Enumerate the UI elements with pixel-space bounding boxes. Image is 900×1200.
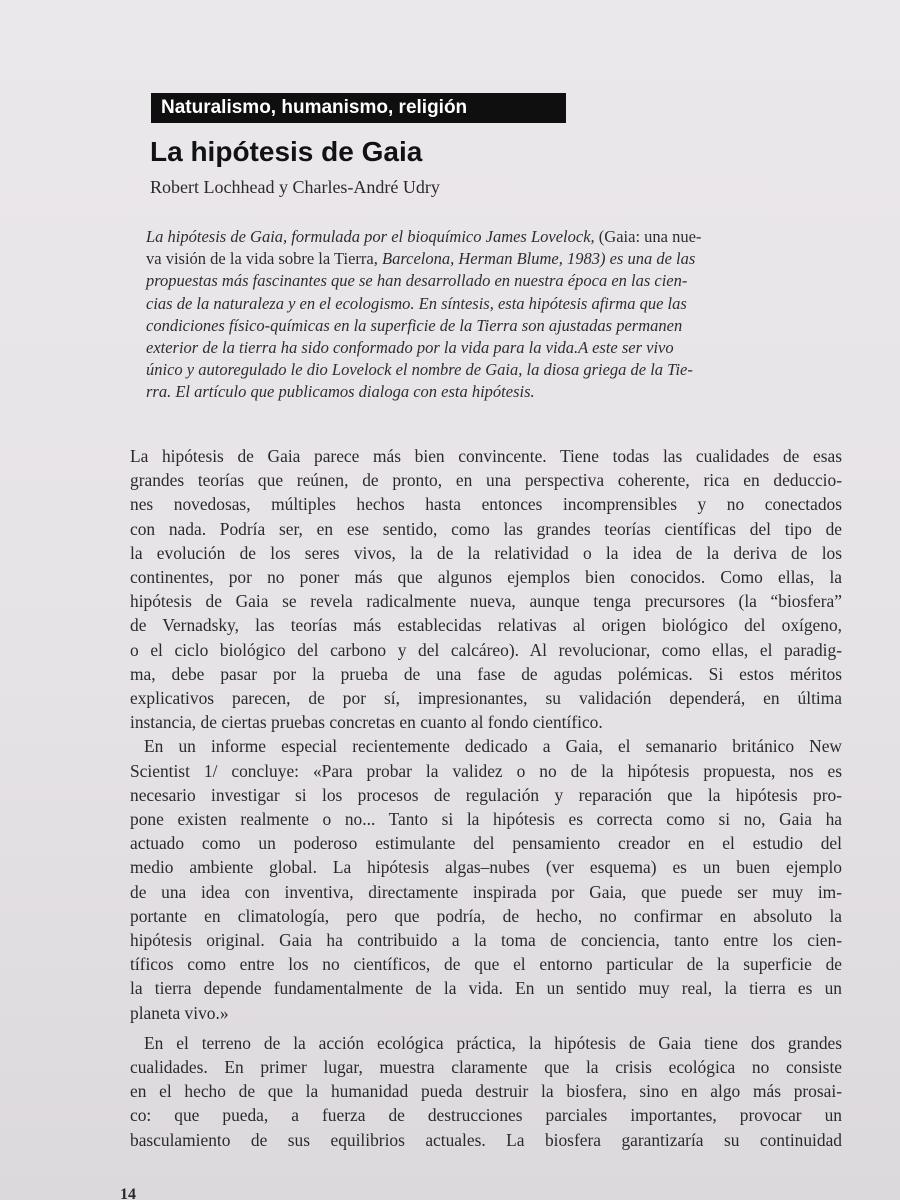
body-line: medio ambiente global. La hipótesis algas–nubes (ver esquema) es un buen ejemplo bbox=[130, 857, 842, 878]
article-body bbox=[130, 444, 842, 1152]
body-line: En un informe especial recientemente dedicado a Gaia, el semanario británico New bbox=[144, 736, 842, 757]
body-line: actuado como un poderoso estimulante del pensamiento creador en el estudio del bbox=[130, 833, 842, 854]
body-line: planeta vivo.» bbox=[130, 1002, 229, 1023]
body-line: con nada. Podría ser, en ese sentido, como las grandes teorías científicas del tipo de bbox=[130, 518, 842, 539]
body-line: o el ciclo biológico del carbono y del calcáreo). Al revolucionar, como ellas, el paradig- bbox=[130, 639, 842, 660]
article-title: La hipótesis de Gaia bbox=[150, 136, 423, 167]
body-line: tíficos como entre los no científicos, de que el entorno particular de la superficie de bbox=[130, 954, 842, 975]
body-line: de una idea con inventiva, directamente inspirada por Gaia, que puede ser muy im- bbox=[130, 881, 842, 902]
body-line: en el hecho de que la humanidad pueda destruir la biosfera, sino en algo más prosai- bbox=[130, 1081, 842, 1102]
body-line: La hipótesis de Gaia parece más bien convincente. Tiene todas las cualidades de esas bbox=[130, 446, 842, 466]
section-label: Naturalismo, humanismo, religión bbox=[151, 93, 566, 123]
body-line: pone existen realmente o no... Tanto si la hipótesis es correcta como si no, Gaia ha bbox=[130, 809, 842, 830]
body-line: hipótesis original. Gaia ha contribuido a la toma de conciencia, tanto entre los cien- bbox=[130, 930, 842, 951]
abstract-line: único y autoregulado le dio Lovelock el nombre de Gaia, la diosa griega de la Tie- bbox=[146, 360, 693, 380]
body-line: ma, debe pasar por la prueba de una fase de agudas polémicas. Si estos méritos bbox=[130, 663, 842, 684]
body-line: la evolución de los seres vivos, la de la relatividad o la idea de la deriva de los bbox=[130, 542, 842, 563]
abstract-line: cias de la naturaleza y en el ecologismo. En síntesis, esta hipótesis afirma que las bbox=[146, 293, 687, 313]
body-line: Scientist 1/ concluye: «Para probar la validez o no de la hipótesis propuesta, nos es bbox=[130, 760, 842, 781]
body-line: hipótesis de Gaia se revela radicalmente nueva, aunque tenga precursores (la “biosfera” bbox=[130, 591, 842, 612]
body-line: grandes teorías que reúnen, de pronto, en una perspectiva coherente, rica en deduccio- bbox=[130, 470, 842, 491]
article-abstract bbox=[146, 226, 852, 404]
body-line: instancia, de ciertas pruebas concretas en cuanto al fondo científico. bbox=[130, 712, 603, 733]
body-line: En el terreno de la acción ecológica práctica, la hipótesis de Gaia tiene dos grandes bbox=[144, 1032, 842, 1053]
body-line: nes novedosas, múltiples hechos hasta entonces incomprensibles y no conectados bbox=[130, 494, 842, 515]
body-line: cualidades. En primer lugar, muestra claramente que la crisis ecológica no consiste bbox=[130, 1057, 842, 1078]
abstract-line: propuestas más fascinantes que se han desarrollado en nuestra época en las cien- bbox=[146, 271, 688, 291]
body-line: co: que pueda, a fuerza de destrucciones parciales importantes, provocar un bbox=[130, 1105, 842, 1126]
abstract-line: exterior de la tierra ha sido conformado por la vida para la vida.A este ser vivo bbox=[146, 338, 674, 358]
abstract-line: condiciones físico-químicas en la superficie de la Tierra son ajustadas permanen bbox=[146, 315, 683, 335]
body-line: necesario investigar si los procesos de regulación y reparación que la hipótesis pro- bbox=[130, 784, 842, 805]
body-line: la tierra depende fundamentalmente de la vida. En un sentido muy real, la tierra es un bbox=[130, 978, 842, 999]
body-line: portante en climatología, pero que podría, de hecho, no confirmar en absoluto la bbox=[130, 905, 842, 926]
body-line: explicativos parecen, de por sí, impresionantes, su validación dependerá, en última bbox=[130, 688, 842, 709]
body-line: basculamiento de sus equilibrios actuales. La biosfera garantizaría su continuidad bbox=[130, 1129, 842, 1150]
page-number: 14 bbox=[120, 1186, 136, 1200]
abstract-line: La hipótesis de Gaia, formulada por el bioquímico James Lovelock, (Gaia: una nue- bbox=[146, 227, 702, 246]
article-authors: Robert Lochhead y Charles-André Udry bbox=[150, 177, 440, 197]
abstract-line: rra. El artículo que publicamos dialoga con esta hipótesis. bbox=[146, 382, 535, 402]
body-line: de Vernadsky, las teorías más establecidas relativas al origen biológico del oxígeno, bbox=[130, 615, 842, 636]
body-line: continentes, por no poner más que algunos ejemplos bien conocidos. Como ellas, la bbox=[130, 567, 842, 588]
abstract-line: va visión de la vida sobre la Tierra, Barcelona, Herman Blume, 1983) es una de las bbox=[146, 249, 696, 269]
